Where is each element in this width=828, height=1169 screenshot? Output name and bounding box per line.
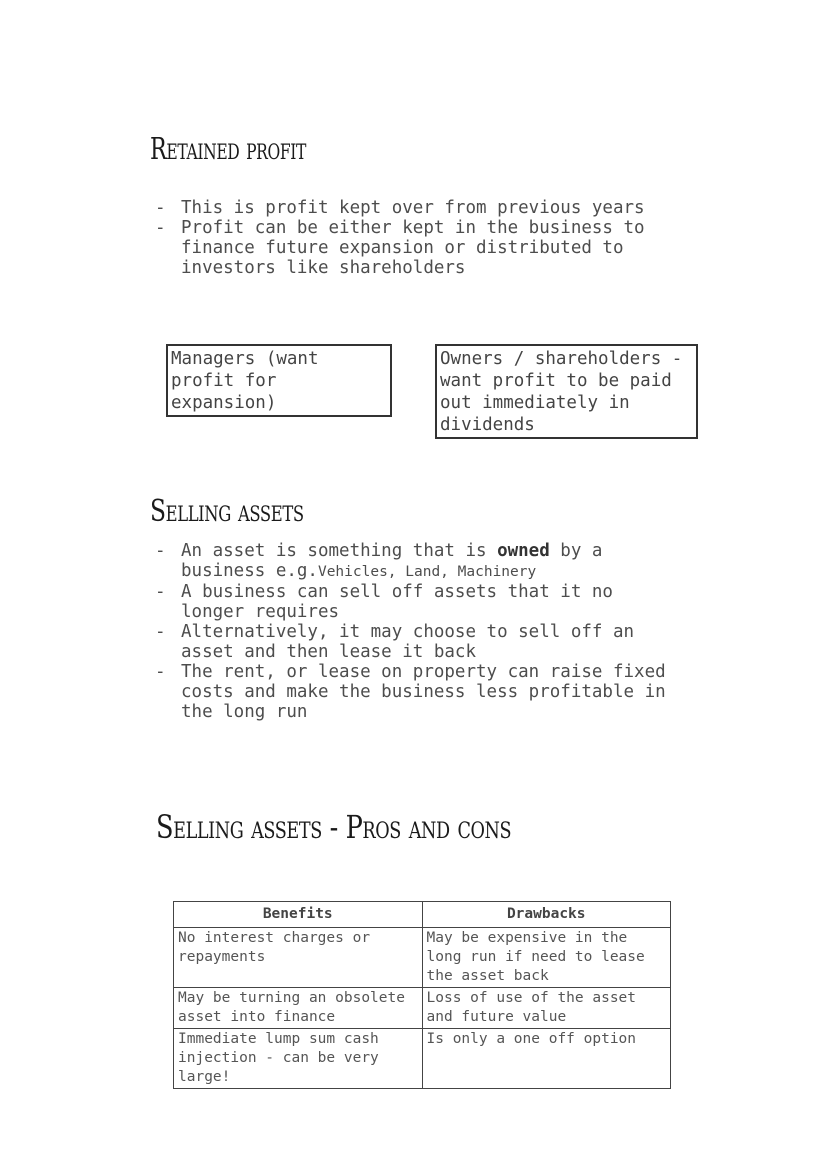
bullet-dash: - xyxy=(155,582,166,602)
owners-box: Owners / shareholders - want profit to be paid out immediately in dividends xyxy=(435,344,698,439)
retained-profit-list xyxy=(155,198,685,278)
asset-examples: Vehicles, Land, Machinery xyxy=(317,564,537,580)
table-row xyxy=(174,1029,671,1089)
drawback-cell: Is only a one off option xyxy=(422,1029,671,1089)
benefit-cell: No interest charges or repayments xyxy=(174,928,423,988)
pros-cons-table xyxy=(173,901,671,1089)
drawback-cell: May be expensive in the long run if need to lease the asset back xyxy=(422,928,671,988)
bullet-dash: - xyxy=(155,218,166,238)
list-item: - This is profit kept over from previous years xyxy=(155,198,645,218)
benefit-cell: Immediate lump sum cash injection - can be very large! xyxy=(174,1029,423,1089)
owned-emphasis: owned xyxy=(497,541,550,561)
list-item: - Profit can be either kept in the business to finance future expansion or distributed to investors like shareholders xyxy=(155,218,656,278)
benefit-cell: May be turning an obsolete asset into finance xyxy=(174,988,423,1029)
benefits-header: Benefits xyxy=(174,902,423,928)
drawbacks-header: Drawbacks xyxy=(422,902,671,928)
pros-cons-heading: Selling assets - Pros and cons xyxy=(156,808,512,846)
managers-box: Managers (want profit for expansion) xyxy=(166,344,392,417)
bullet-dash: - xyxy=(155,622,166,642)
bullet-dash: - xyxy=(155,541,166,561)
table-header-row xyxy=(174,902,671,928)
retained-profit-heading: Retained profit xyxy=(150,132,307,167)
table-row xyxy=(174,928,671,988)
selling-assets-list xyxy=(155,541,675,722)
bullet-dash: - xyxy=(155,198,166,218)
list-item: - An asset is something that is owned by a business e.g.Vehicles, Land, Machinery xyxy=(155,541,613,581)
list-item: - Alternatively, it may choose to sell off an asset and then lease it back xyxy=(155,622,645,662)
bullet-dash: - xyxy=(155,662,166,682)
table-row xyxy=(174,988,671,1029)
selling-assets-heading: Selling assets xyxy=(150,494,304,529)
list-item: - The rent, or lease on property can raise fixed costs and make the business less profitable in the long run xyxy=(155,662,677,722)
list-item: - A business can sell off assets that it no longer requires xyxy=(155,582,624,622)
drawback-cell: Loss of use of the asset and future value xyxy=(422,988,671,1029)
